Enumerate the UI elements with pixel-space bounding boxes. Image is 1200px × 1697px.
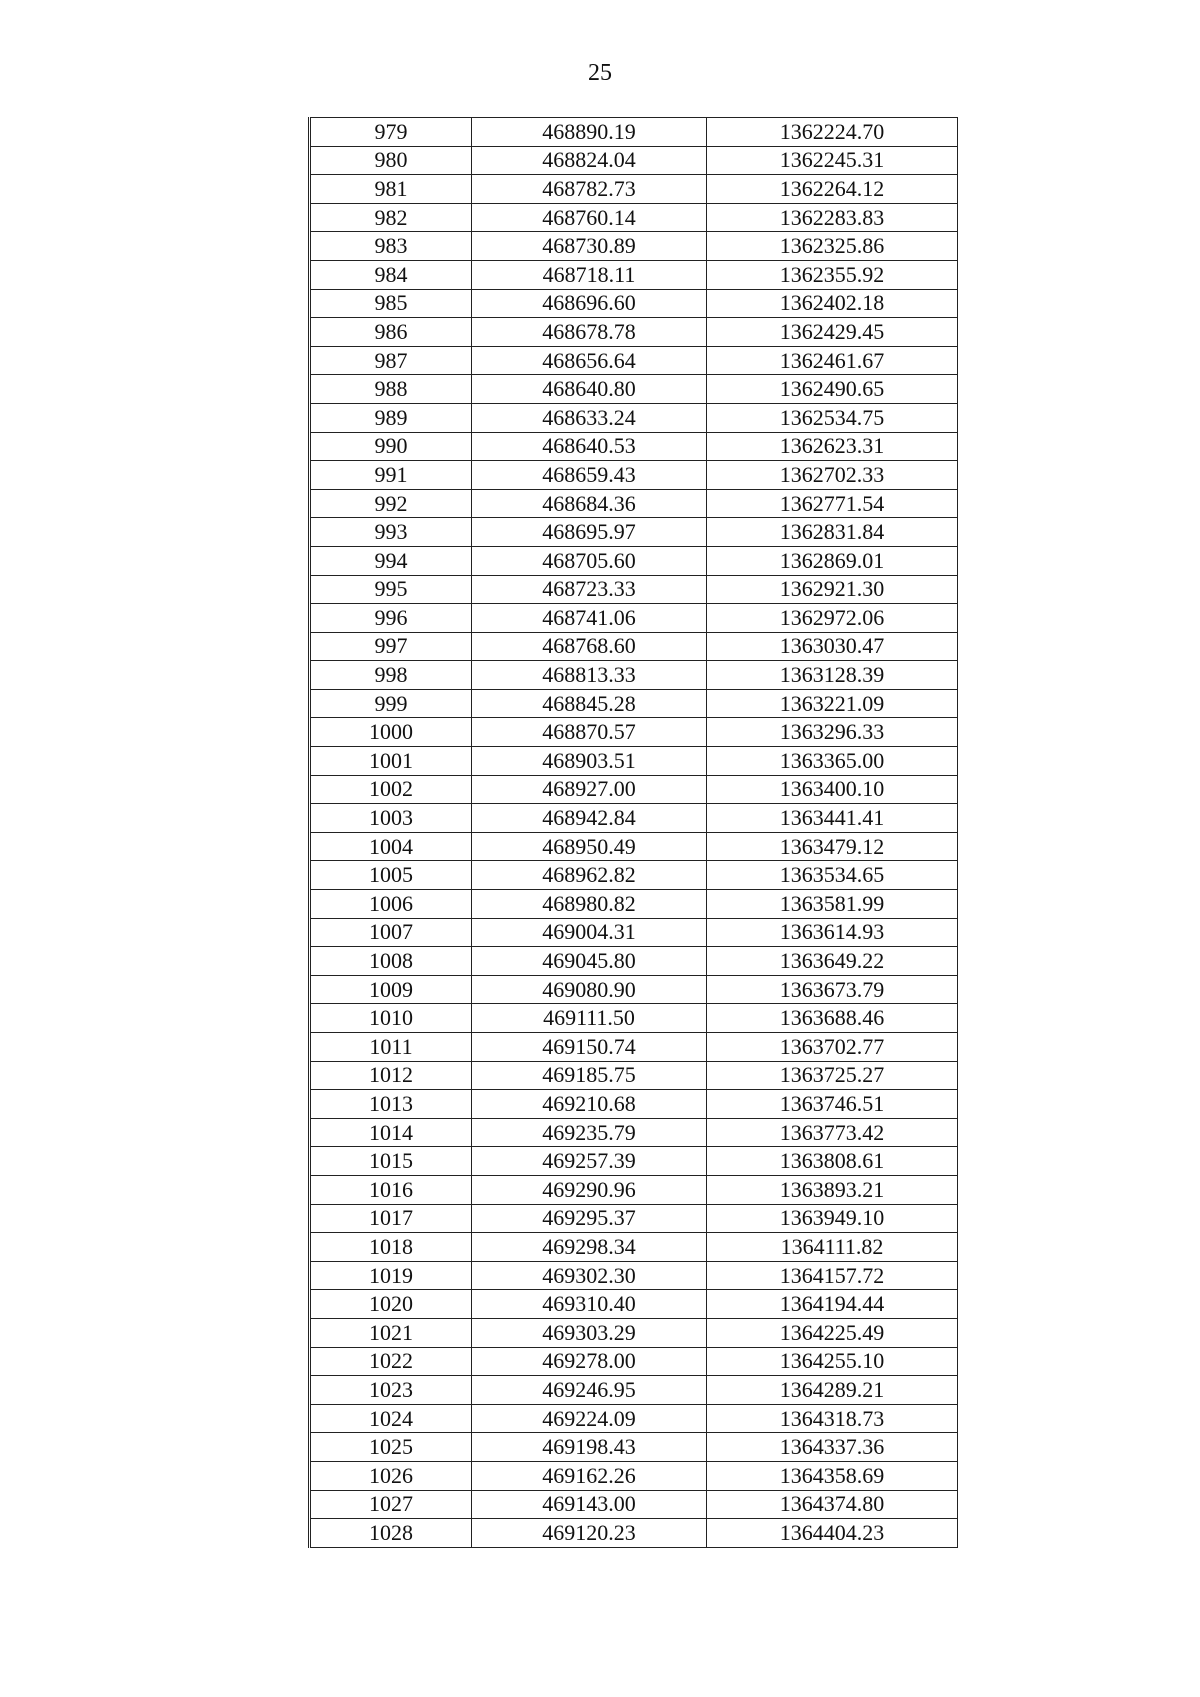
y-coordinate-cell: 1362355.92 [707,260,958,289]
table-row [310,689,958,718]
point-number-cell: 990 [310,432,472,461]
x-coordinate-cell: 469150.74 [472,1033,707,1062]
x-coordinate-cell: 469257.39 [472,1147,707,1176]
table-row [310,1204,958,1233]
y-coordinate-cell: 1362490.65 [707,375,958,404]
x-coordinate-cell: 469246.95 [472,1376,707,1405]
table-row [310,632,958,661]
y-coordinate-cell: 1362402.18 [707,289,958,318]
x-coordinate-cell: 469162.26 [472,1461,707,1490]
table-row [310,1147,958,1176]
y-coordinate-cell: 1363534.65 [707,861,958,890]
point-number-cell: 991 [310,461,472,490]
point-number-cell: 1008 [310,947,472,976]
x-coordinate-cell: 468782.73 [472,175,707,204]
y-coordinate-cell: 1364337.36 [707,1433,958,1462]
y-coordinate-cell: 1364318.73 [707,1404,958,1433]
point-number-cell: 1026 [310,1461,472,1490]
y-coordinate-cell: 1362869.01 [707,546,958,575]
x-coordinate-cell: 469185.75 [472,1061,707,1090]
table-row [310,775,958,804]
x-coordinate-cell: 468813.33 [472,661,707,690]
y-coordinate-cell: 1363688.46 [707,1004,958,1033]
table-row [310,175,958,204]
point-number-cell: 986 [310,318,472,347]
x-coordinate-cell: 469224.09 [472,1404,707,1433]
y-coordinate-cell: 1362429.45 [707,318,958,347]
page-number: 25 [588,60,612,86]
point-number-cell: 1023 [310,1376,472,1405]
point-number-cell: 982 [310,203,472,232]
x-coordinate-cell: 469298.34 [472,1233,707,1262]
table-row [310,289,958,318]
y-coordinate-cell: 1363030.47 [707,632,958,661]
table-row [310,1233,958,1262]
x-coordinate-cell: 468678.78 [472,318,707,347]
table-row [310,432,958,461]
point-number-cell: 979 [310,118,472,147]
table-row [310,1318,958,1347]
table-row [310,947,958,976]
point-number-cell: 1014 [310,1118,472,1147]
table-row [310,403,958,432]
x-coordinate-cell: 468942.84 [472,804,707,833]
point-number-cell: 1000 [310,718,472,747]
y-coordinate-cell: 1362534.75 [707,403,958,432]
x-coordinate-cell: 468741.06 [472,604,707,633]
y-coordinate-cell: 1362461.67 [707,346,958,375]
table-row [310,661,958,690]
table-row [310,1519,958,1548]
table-row [310,1490,958,1519]
y-coordinate-cell: 1364289.21 [707,1376,958,1405]
point-number-cell: 985 [310,289,472,318]
x-coordinate-cell: 468768.60 [472,632,707,661]
point-number-cell: 994 [310,546,472,575]
table-row [310,1261,958,1290]
table-row [310,918,958,947]
point-number-cell: 1025 [310,1433,472,1462]
table-row [310,747,958,776]
point-number-cell: 997 [310,632,472,661]
point-number-cell: 1011 [310,1033,472,1062]
table-row [310,1290,958,1319]
y-coordinate-cell: 1364374.80 [707,1490,958,1519]
table-row [310,146,958,175]
table-row [310,232,958,261]
point-number-cell: 1007 [310,918,472,947]
table-row [310,804,958,833]
y-coordinate-cell: 1362325.86 [707,232,958,261]
x-coordinate-cell: 469111.50 [472,1004,707,1033]
y-coordinate-cell: 1364404.23 [707,1519,958,1548]
point-number-cell: 1009 [310,975,472,1004]
point-number-cell: 1002 [310,775,472,804]
x-coordinate-cell: 468927.00 [472,775,707,804]
y-coordinate-cell: 1362224.70 [707,118,958,147]
x-coordinate-cell: 469302.30 [472,1261,707,1290]
table-row [310,1175,958,1204]
point-number-cell: 995 [310,575,472,604]
coordinates-table [308,117,958,1548]
y-coordinate-cell: 1363296.33 [707,718,958,747]
x-coordinate-cell: 469210.68 [472,1090,707,1119]
point-number-cell: 980 [310,146,472,175]
y-coordinate-cell: 1362921.30 [707,575,958,604]
y-coordinate-cell: 1363949.10 [707,1204,958,1233]
y-coordinate-cell: 1363365.00 [707,747,958,776]
x-coordinate-cell: 468659.43 [472,461,707,490]
y-coordinate-cell: 1364358.69 [707,1461,958,1490]
y-coordinate-cell: 1364225.49 [707,1318,958,1347]
table-row [310,1433,958,1462]
x-coordinate-cell: 468633.24 [472,403,707,432]
y-coordinate-cell: 1363479.12 [707,832,958,861]
table-row [310,318,958,347]
y-coordinate-cell: 1363893.21 [707,1175,958,1204]
table-row [310,375,958,404]
point-number-cell: 1015 [310,1147,472,1176]
table-row [310,575,958,604]
table-row [310,1376,958,1405]
point-number-cell: 1021 [310,1318,472,1347]
x-coordinate-cell: 469198.43 [472,1433,707,1462]
table-row [310,861,958,890]
point-number-cell: 987 [310,346,472,375]
y-coordinate-cell: 1362972.06 [707,604,958,633]
x-coordinate-cell: 468962.82 [472,861,707,890]
y-coordinate-cell: 1363746.51 [707,1090,958,1119]
x-coordinate-cell: 469310.40 [472,1290,707,1319]
y-coordinate-cell: 1363400.10 [707,775,958,804]
x-coordinate-cell: 469080.90 [472,975,707,1004]
table-row [310,1461,958,1490]
point-number-cell: 988 [310,375,472,404]
x-coordinate-cell: 468705.60 [472,546,707,575]
x-coordinate-cell: 468824.04 [472,146,707,175]
x-coordinate-cell: 468760.14 [472,203,707,232]
point-number-cell: 993 [310,518,472,547]
x-coordinate-cell: 468730.89 [472,232,707,261]
x-coordinate-cell: 469290.96 [472,1175,707,1204]
x-coordinate-cell: 468640.53 [472,432,707,461]
point-number-cell: 1004 [310,832,472,861]
x-coordinate-cell: 469120.23 [472,1519,707,1548]
y-coordinate-cell: 1363702.77 [707,1033,958,1062]
point-number-cell: 996 [310,604,472,633]
y-coordinate-cell: 1363808.61 [707,1147,958,1176]
x-coordinate-cell: 469278.00 [472,1347,707,1376]
table-row [310,1347,958,1376]
point-number-cell: 1019 [310,1261,472,1290]
x-coordinate-cell: 468718.11 [472,260,707,289]
y-coordinate-cell: 1362702.33 [707,461,958,490]
table-row [310,1004,958,1033]
y-coordinate-cell: 1363725.27 [707,1061,958,1090]
x-coordinate-cell: 468723.33 [472,575,707,604]
y-coordinate-cell: 1364157.72 [707,1261,958,1290]
x-coordinate-cell: 468696.60 [472,289,707,318]
y-coordinate-cell: 1362245.31 [707,146,958,175]
point-number-cell: 984 [310,260,472,289]
x-coordinate-cell: 468870.57 [472,718,707,747]
y-coordinate-cell: 1364255.10 [707,1347,958,1376]
y-coordinate-cell: 1364111.82 [707,1233,958,1262]
table-row [310,260,958,289]
y-coordinate-cell: 1363614.93 [707,918,958,947]
y-coordinate-cell: 1363649.22 [707,947,958,976]
point-number-cell: 983 [310,232,472,261]
table-row [310,604,958,633]
table-row [310,489,958,518]
point-number-cell: 1028 [310,1519,472,1548]
point-number-cell: 1016 [310,1175,472,1204]
x-coordinate-cell: 468845.28 [472,689,707,718]
point-number-cell: 1020 [310,1290,472,1319]
x-coordinate-cell: 468640.80 [472,375,707,404]
table-row [310,1033,958,1062]
y-coordinate-cell: 1362771.54 [707,489,958,518]
point-number-cell: 1001 [310,747,472,776]
x-coordinate-cell: 469045.80 [472,947,707,976]
point-number-cell: 1006 [310,890,472,919]
y-coordinate-cell: 1362623.31 [707,432,958,461]
point-number-cell: 1024 [310,1404,472,1433]
table-row [310,461,958,490]
point-number-cell: 1010 [310,1004,472,1033]
x-coordinate-cell: 468980.82 [472,890,707,919]
point-number-cell: 1012 [310,1061,472,1090]
point-number-cell: 998 [310,661,472,690]
table-row [310,718,958,747]
point-number-cell: 981 [310,175,472,204]
point-number-cell: 1022 [310,1347,472,1376]
point-number-cell: 1005 [310,861,472,890]
table-row [310,546,958,575]
y-coordinate-cell: 1362264.12 [707,175,958,204]
point-number-cell: 1027 [310,1490,472,1519]
y-coordinate-cell: 1364194.44 [707,1290,958,1319]
x-coordinate-cell: 468695.97 [472,518,707,547]
table-row [310,1061,958,1090]
x-coordinate-cell: 468950.49 [472,832,707,861]
coordinates-table-body [310,118,958,1548]
y-coordinate-cell: 1362831.84 [707,518,958,547]
point-number-cell: 1013 [310,1090,472,1119]
table-row [310,890,958,919]
x-coordinate-cell: 468903.51 [472,747,707,776]
table-row [310,1118,958,1147]
x-coordinate-cell: 469295.37 [472,1204,707,1233]
point-number-cell: 1017 [310,1204,472,1233]
table-row [310,518,958,547]
point-number-cell: 1018 [310,1233,472,1262]
y-coordinate-cell: 1363441.41 [707,804,958,833]
table-row [310,118,958,147]
table-row [310,346,958,375]
x-coordinate-cell: 469235.79 [472,1118,707,1147]
x-coordinate-cell: 468656.64 [472,346,707,375]
table-row [310,832,958,861]
x-coordinate-cell: 469143.00 [472,1490,707,1519]
x-coordinate-cell: 468684.36 [472,489,707,518]
table-row [310,975,958,1004]
table-row [310,1404,958,1433]
point-number-cell: 1003 [310,804,472,833]
y-coordinate-cell: 1363773.42 [707,1118,958,1147]
y-coordinate-cell: 1363673.79 [707,975,958,1004]
point-number-cell: 999 [310,689,472,718]
y-coordinate-cell: 1362283.83 [707,203,958,232]
table-row [310,1090,958,1119]
y-coordinate-cell: 1363221.09 [707,689,958,718]
table-row [310,203,958,232]
x-coordinate-cell: 469303.29 [472,1318,707,1347]
y-coordinate-cell: 1363128.39 [707,661,958,690]
x-coordinate-cell: 469004.31 [472,918,707,947]
point-number-cell: 992 [310,489,472,518]
x-coordinate-cell: 468890.19 [472,118,707,147]
point-number-cell: 989 [310,403,472,432]
y-coordinate-cell: 1363581.99 [707,890,958,919]
